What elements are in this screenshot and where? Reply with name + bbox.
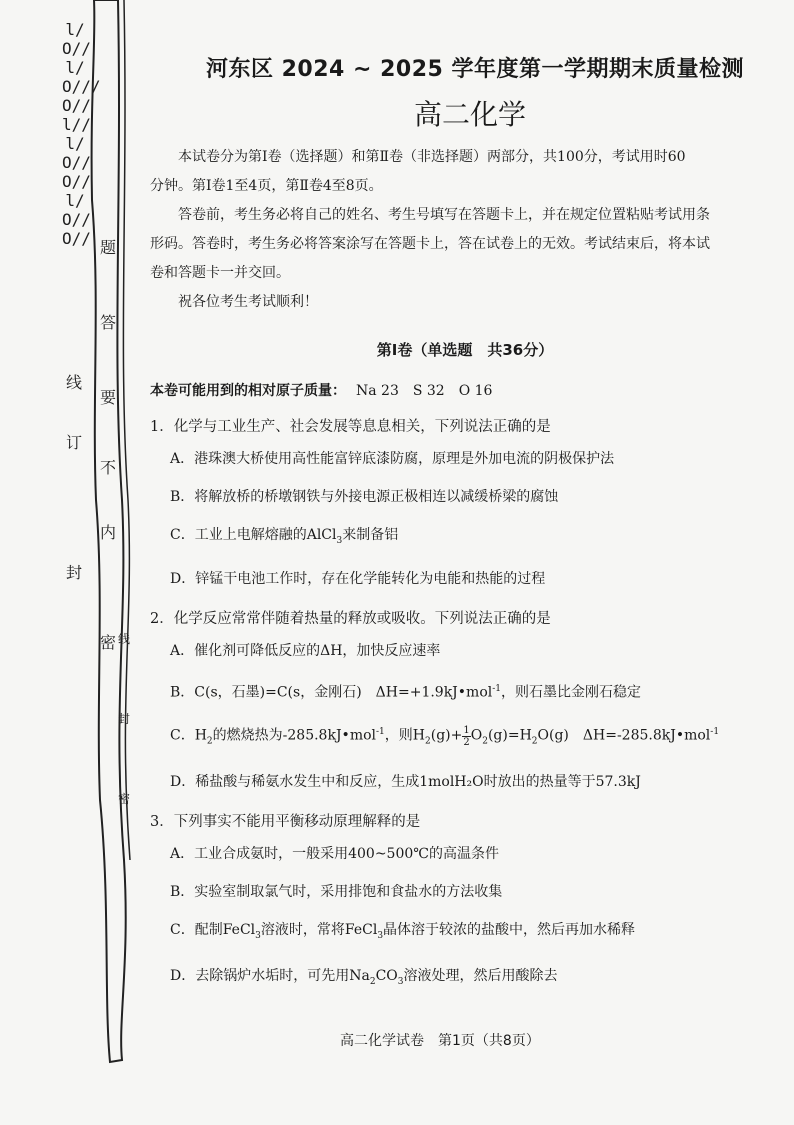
question-stem: 1．化学与工业生产、社会发展等息息相关，下列说法正确的是 xyxy=(150,419,551,435)
margin-label-mi2: 密 xyxy=(118,792,131,806)
instruction-line: 卷和答题卡一并交回。 xyxy=(150,265,290,281)
question-2 xyxy=(150,606,780,793)
atomic-masses-label: 本卷可能用到的相对原子质量： xyxy=(150,383,346,399)
margin-cut-marks: l/O//l/O///O//l//l/O//O//l/O//O// xyxy=(62,20,101,248)
instruction-line: 答卷前，考生务必将自己的姓名、考生号填写在答题卡上，并在规定位置粘贴考试用条 xyxy=(178,207,710,223)
margin-label-bu: 不 xyxy=(100,458,117,477)
option-text: C．配制FeCl xyxy=(170,921,256,938)
binding-margin xyxy=(0,0,140,1125)
exam-title: 河东区 2024 ~ 2025 学年度第一学期期末质量检测 xyxy=(205,57,745,82)
option-text: (g)=H xyxy=(487,728,532,745)
instruction-line: 形码。答卷时，考生务必将答案涂写在答题卡上，答在试卷上的无效。考试结束后，将本试 xyxy=(150,236,710,252)
option-a: A．催化剂可降低反应的ΔH，加快反应速率 xyxy=(170,642,441,659)
instruction-line: 本试卷分为第Ⅰ卷（选择题）和第Ⅱ卷（非选择题）两部分，共100分，考试用时60 xyxy=(178,149,686,165)
option-b: B．C(s，石墨)=C(s，金刚石) ΔH=+1.9kJ•mol$^{-1}$，则石墨比金刚石稳定 xyxy=(170,683,642,701)
margin-label-nei: 内 xyxy=(100,523,117,542)
option-d: D．稀盐酸与稀氨水发生中和反应，生成1molH₂O时放出的热量等于57.3kJ xyxy=(170,773,641,790)
exam-content xyxy=(150,52,780,1009)
option-c: C．配制FeCl$_3$溶液时，常将FeCl$_3$晶体溶于较浓的盐酸中，然后再加水稀释 xyxy=(170,921,636,941)
option-text: C．工业上电解熔融的AlCl xyxy=(170,527,337,543)
option-text: D．去除锅炉水垢时，可先用Na xyxy=(170,967,370,984)
option-a: A．港珠澳大桥使用高性能富锌底漆防腐，原理是外加电流的阴极保护法 xyxy=(170,451,615,467)
instruction-line: 分钟。第Ⅰ卷1至4页，第Ⅱ卷4至8页。 xyxy=(150,178,383,194)
section-title: 第Ⅰ卷（单选题 共36分） xyxy=(376,341,554,359)
question-stem: 2．化学反应常常伴随着热量的释放或吸收。下列说法正确的是 xyxy=(150,610,551,627)
exam-subject: 高二化学 xyxy=(413,98,526,131)
margin-label-ding: 订 xyxy=(66,433,83,452)
margin-label-da: 答 xyxy=(100,313,117,332)
option-text: 溶液处理，然后用酸除去 xyxy=(403,967,558,984)
margin-label-yao: 要 xyxy=(100,388,117,407)
option-d: D．去除锅炉水垢时，可先用$Na_2CO_3$溶液处理，然后用酸除去 xyxy=(170,967,558,987)
good-luck-line: 祝各位考生考试顺利！ xyxy=(178,294,318,310)
margin-label-ti: 题 xyxy=(100,238,117,257)
question-3 xyxy=(150,809,780,993)
option-text: CO xyxy=(375,967,398,984)
question-stem: 3．下列事实不能用平衡移动原理解释的是 xyxy=(150,813,421,830)
option-text: O(g) ΔH=-285.8kJ•mol xyxy=(537,728,711,745)
fraction-one-half: $\frac{1}{2}$ xyxy=(463,724,470,748)
option-b: B．将解放桥的桥墩钢铁与外接电源正极相连以减缓桥梁的腐蚀 xyxy=(170,489,559,505)
margin-label-line: 线 xyxy=(118,632,131,646)
option-text: O xyxy=(470,728,483,745)
option-text: ，则H xyxy=(384,728,426,745)
page-footer: 高二化学试卷 第1页（共8页） xyxy=(340,1033,540,1049)
margin-label-feng2: 封 xyxy=(118,712,131,726)
question-1 xyxy=(150,414,780,590)
atomic-masses xyxy=(150,380,780,400)
option-text: B．C(s，石墨)=C(s，金刚石) ΔH=+1.9kJ•mol xyxy=(170,684,493,701)
option-text: 来制备铝 xyxy=(342,527,399,543)
option-b: B．实验室制取氯气时，采用排饱和食盐水的方法收集 xyxy=(170,883,503,900)
margin-label-xian: 线 xyxy=(66,373,83,392)
option-text: 晶体溶于较浓的盐酸中，然后再加水稀释 xyxy=(383,921,636,938)
option-text: C．H xyxy=(170,728,207,745)
option-d: D．锌锰干电池工作时，存在化学能转化为电能和热能的过程 xyxy=(170,570,546,587)
option-text: 的燃烧热为-285.8kJ•mol xyxy=(212,728,377,745)
option-a: A．工业合成氨时，一般采用400~500℃的高温条件 xyxy=(170,845,499,862)
margin-label-mi: 密 xyxy=(100,633,117,652)
option-text: ，则石墨比金刚石稳定 xyxy=(501,684,642,701)
atomic-masses-values: Na 23 S 32 O 16 xyxy=(356,383,493,399)
option-c: C．$H_2$的燃烧热为-285.8kJ•mol$^{-1}$，则$H_2(g)+$ $\frac{1}{2}$ $O_2(g)=H_2O(g)$ ΔH=-285.8kJ•mol$^{-1}$ xyxy=(170,724,720,748)
option-c: C．工业上电解熔融的AlCl$_3$来制备铝 xyxy=(170,527,399,546)
option-text: 溶液时，常将FeCl xyxy=(260,921,378,938)
instructions xyxy=(150,143,780,317)
margin-label-feng: 封 xyxy=(66,563,83,582)
option-text: (g)+ xyxy=(430,728,463,745)
